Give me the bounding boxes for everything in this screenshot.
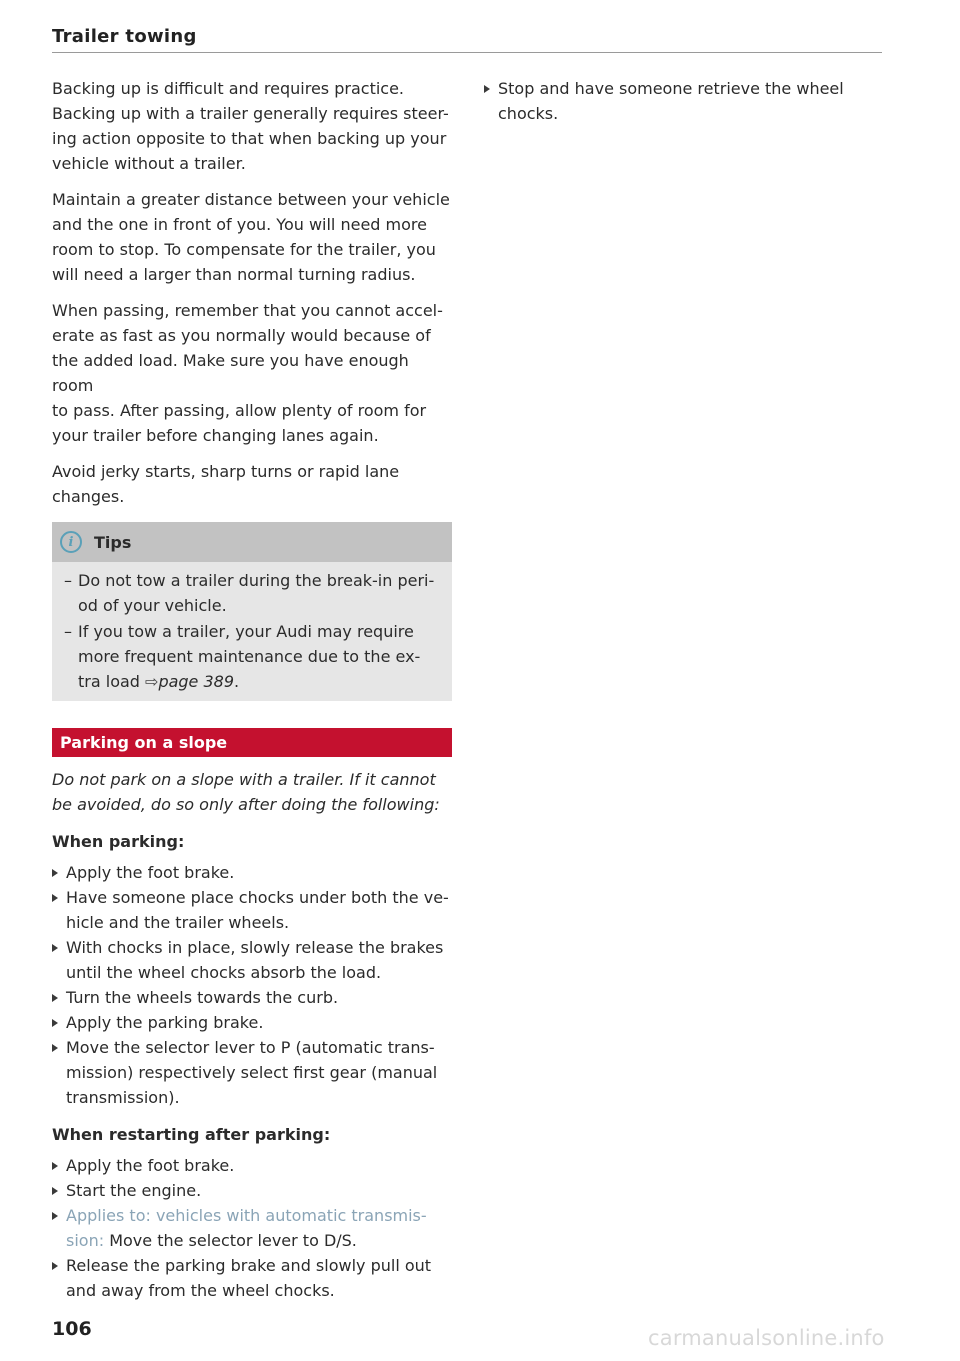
triangle-bullet-icon	[52, 1262, 58, 1270]
step-item: Move the selector lever to P (automatic trans- mission) respectively select first gear (manual transmission).	[52, 1035, 452, 1110]
tips-header	[52, 522, 452, 562]
triangle-bullet-icon	[52, 944, 58, 952]
step-item: Stop and have someone retrieve the wheel chocks.	[484, 76, 884, 126]
triangle-bullet-icon	[52, 894, 58, 902]
step-item: Apply the foot brake.	[52, 1153, 452, 1178]
paragraph: Avoid jerky starts, sharp turns or rapid lane changes.	[52, 462, 400, 506]
paragraph: Backing up is difficult and requires practice. Backing up with a trailer generally requires steer- ing action opposite to that when backing up your vehicle without a trailer.	[52, 79, 449, 173]
info-icon: i	[60, 531, 82, 553]
section-intro: Do not park on a slope with a trailer. If it cannot be avoided, do so only after doing the following:	[52, 770, 440, 814]
step-item: Applies to: vehicles with automatic transmis- sion: Move the selector lever to D/S.	[52, 1203, 452, 1253]
triangle-bullet-icon	[484, 85, 490, 93]
triangle-bullet-icon	[52, 1187, 58, 1195]
step-item: Release the parking brake and slowly pull out and away from the wheel chocks.	[52, 1253, 452, 1303]
body-paragraphs	[52, 76, 452, 509]
paragraph: When passing, remember that you cannot accel- erate as fast as you normally would because of the added load. Make sure you have enough room to pass. After passing, allow plenty of room for your trailer before changing lanes again.	[52, 301, 443, 445]
watermark: carmanualsonline.info	[648, 1326, 885, 1350]
triangle-bullet-icon	[52, 1212, 58, 1220]
tip-item: – Do not tow a trailer during the break-in peri- od of your vehicle.	[64, 568, 442, 618]
tips-list	[52, 562, 452, 701]
step-item: Have someone place chocks under both the ve- hicle and the trailer wheels.	[52, 885, 452, 935]
tip-item: – If you tow a trailer, your Audi may require more frequent maintenance due to the ex- tra load ⇨page 389.	[64, 619, 442, 694]
page-header-title: Trailer towing	[52, 26, 197, 47]
when-parking-heading: When parking:	[52, 832, 185, 851]
triangle-bullet-icon	[52, 994, 58, 1002]
tips-title: Tips	[94, 532, 132, 552]
triangle-bullet-icon	[52, 1019, 58, 1027]
right-column	[484, 76, 884, 134]
step-item: With chocks in place, slowly release the brakes until the wheel chocks absorb the load.	[52, 935, 452, 985]
step-item: Apply the foot brake.	[52, 860, 452, 885]
page-reference-arrow-icon: ⇨	[145, 672, 159, 691]
paragraph: Maintain a greater distance between your vehicle and the one in front of you. You will need more room to stop. To compensate for the trailer, you will need a larger than normal turning radius.	[52, 190, 450, 284]
header-divider	[52, 52, 882, 53]
page-reference-link[interactable]: page 389	[158, 672, 235, 691]
right-column-steps	[484, 76, 884, 126]
step-item: Apply the parking brake.	[52, 1010, 452, 1035]
page-number: 106	[52, 1318, 92, 1340]
triangle-bullet-icon	[52, 1162, 58, 1170]
step-item: Start the engine.	[52, 1178, 452, 1203]
when-restarting-steps	[52, 1153, 452, 1303]
section-heading-parking-on-slope: Parking on a slope	[52, 728, 452, 757]
when-parking-steps	[52, 860, 452, 1110]
triangle-bullet-icon	[52, 869, 58, 877]
tips-box	[52, 522, 452, 701]
when-restarting-heading: When restarting after parking:	[52, 1125, 331, 1144]
step-item: Turn the wheels towards the curb.	[52, 985, 452, 1010]
left-column	[52, 76, 452, 1311]
triangle-bullet-icon	[52, 1044, 58, 1052]
